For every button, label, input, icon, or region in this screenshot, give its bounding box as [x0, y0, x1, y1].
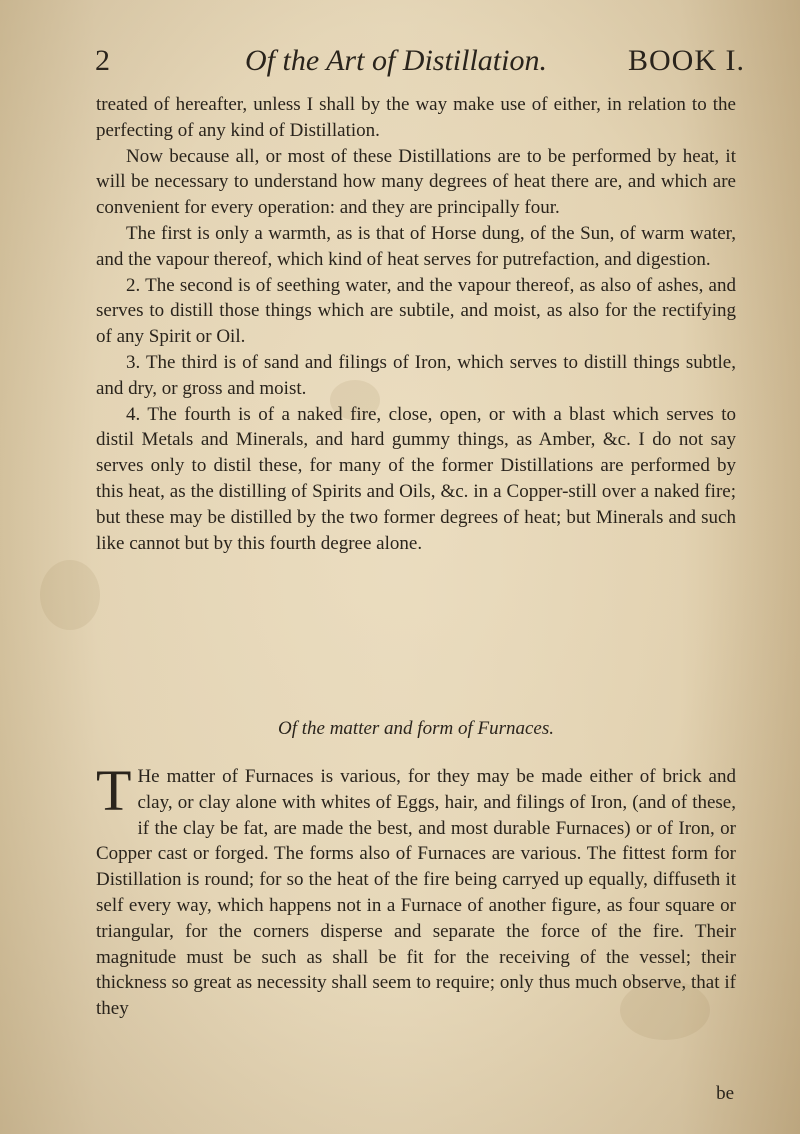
catchword: be	[716, 1083, 734, 1104]
paragraph: Now because all, or most of these Distillations are to be performed by heat, it will be necessary to understand how many degrees of heat there are, and which are convenient for every operation: and they are principally four.	[96, 145, 736, 219]
age-stain	[40, 560, 100, 630]
paragraph: 2. The second is of seething water, and the vapour thereof, as also of ashes, and serves to distill those things which are subtile, and moist, as also for the rectifying of any Spirit or Oil.	[96, 274, 736, 348]
paragraph: 3. The third is of sand and filings of Iron, which serves to distill things subtle, and dry, or gross and moist.	[96, 351, 736, 399]
book-label: BOOK I.	[628, 44, 745, 77]
paragraph: The first is only a warmth, as is that of Horse dung, of the Sun, of warm water, and the vapour thereof, which kind of heat serves for putrefaction, and digestion.	[96, 222, 736, 270]
section-body	[96, 758, 736, 1022]
drop-cap: T	[96, 758, 132, 823]
page-header	[95, 44, 745, 94]
page-number: 2	[95, 44, 110, 77]
body-text	[96, 92, 736, 556]
paragraph: 4. The fourth is of a naked fire, close, open, or with a blast which serves to distil Metals and Minerals, and hard gummy things, as Amber, &c. I do not say serves only to distil these, for many of the former Distillations are performed by this heat, as the distilling of Spirits and Oils, &c. in a Copper-still over a naked fire; but these may be distilled by the two former degrees of heat; but Minerals and such like cannot but by this fourth degree alone.	[96, 403, 736, 554]
section-heading: Of the matter and form of Furnaces.	[277, 718, 554, 739]
paragraph: treated of hereafter, unless I shall by the way make use of either, in relation to the perfecting of any kind of Distillation.	[96, 94, 736, 141]
section-text: He matter of Furnaces is various, for they may be made either of brick and clay, or clay alone with whites of Eggs, hair, and filings of Iron, (and of these, if the clay be fat, are made the best, and most durable Furnaces) or of Iron, or Copper cast or forged. The forms also of Furnaces are various. The fittest form for Distillation is round; for so the heat of the fire being carryed up equally, diffuseth it self every way, which happens not in a Furnace of another figure, as four square or triangular, for the corners disperse and separate the force of the fire. Their magnitude must be such as shall be fit for the receiving of the vessel; their thickness so great as necessity shall seem to require; only thus much observe, that if they	[96, 766, 736, 1020]
running-title: Of the Art of Distillation.	[245, 44, 547, 77]
